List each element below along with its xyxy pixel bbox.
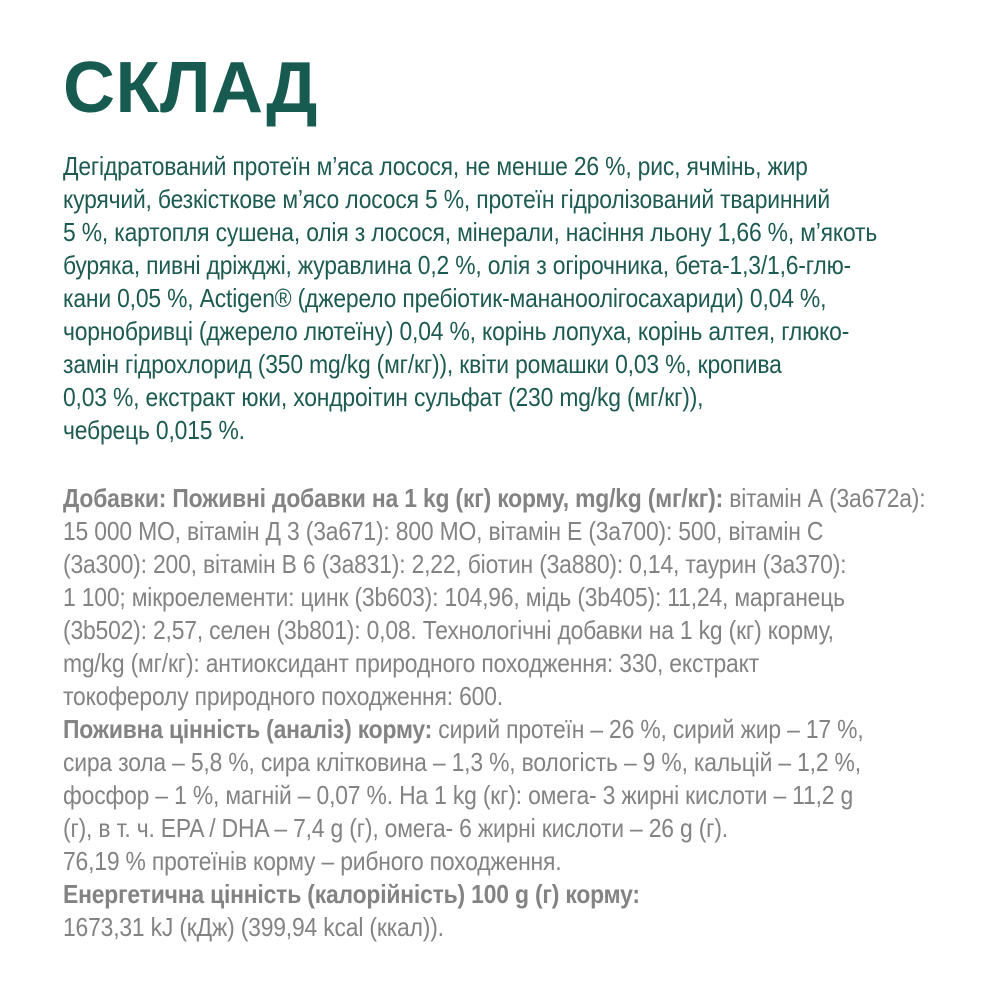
- analysis-heading: Поживна цінність (аналіз) корму:: [63, 714, 433, 744]
- additives-heading: Добавки: Поживні добавки на 1 kg (кг) корму, mg/kg (мг/кг):: [63, 483, 724, 513]
- text-line: курячий, безкісткове м’ясо лосося 5 %, протеїн гідролізований тваринний: [63, 184, 830, 214]
- energy-value: 1673,31 kJ (кДж) (399,94 kcal (ккал)).: [63, 912, 444, 942]
- ingredients-label: [63, 48, 963, 944]
- text-line: 76,19 % протеїнів корму – рибного походження.: [63, 846, 562, 876]
- text-line: Дегідратований протеїн м’яса лосося, не менше 26 %, рис, ячмінь, жир: [63, 151, 808, 181]
- additives-intro-line: [63, 482, 996, 515]
- text-line: (3а300): 200, вітамін В 6 (3а831): 2,22, біотин (3а880): 0,14, таурин (3а370):: [63, 549, 847, 579]
- text-line: чорнобривці (джерело лютеїну) 0,04 %, корінь лопуха, корінь алтея, глюко-: [63, 316, 850, 346]
- text-line: mg/kg (мг/кг): антиоксидант природного походження: 330, екстракт: [63, 648, 760, 678]
- composition-paragraph: [63, 150, 996, 447]
- text-line: 5 %, картопля сушена, олія з лосося, мінерали, насіння льону 1,66 %, м’якоть: [63, 217, 878, 247]
- text-line: сира зола – 5,8 %, сира клітковина – 1,3 %, вологість – 9 %, кальцій – 1,2 %,: [63, 747, 861, 777]
- analysis-intro-line: [63, 713, 996, 746]
- text-line: (3b502): 2,57, селен (3b801): 0,08. Технологічні добавки на 1 kg (кг) корму,: [63, 615, 834, 645]
- text-line: буряка, пивні дріжджі, журавлина 0,2 %, олія з огірочника, бета-1,3/1,6-глю-: [63, 250, 852, 280]
- text-line: чебрець 0,015 %.: [63, 415, 245, 445]
- text-line: фосфор – 1 %, магній – 0,07 %. На 1 kg (кг): омега- 3 жирні кислоти – 11,2 g: [63, 780, 854, 810]
- text-line: кани 0,05 %, Actigen® (джерело пребіотик-мананоолігосахариди) 0,04 %,: [63, 283, 827, 313]
- text-line: замін гідрохлорид (350 mg/kg (мг/кг)), квіти ромашки 0,03 %, кропива: [63, 349, 782, 379]
- text-segment: вітамін А (3a672a):: [723, 483, 926, 513]
- text-line: 0,03 %, екстракт юки, хондроітин сульфат (230 mg/kg (мг/кг)),: [63, 382, 704, 412]
- text-segment: сирий протеїн – 26 %, сирий жир – 17 %,: [432, 714, 864, 744]
- details-paragraph: [63, 482, 996, 944]
- text-line: (г), в т. ч. EPA / DHA – 7,4 g (г), омега- 6 жирні кислоти – 26 g (г).: [63, 813, 728, 843]
- text-line: 1 100; мікроелементи: цинк (3b603): 104,96, мідь (3b405): 11,24, марганець: [63, 582, 845, 612]
- page-title: СКЛАД: [63, 48, 318, 128]
- energy-heading: Енергетична цінність (калорійність) 100 g (г) корму:: [63, 879, 640, 909]
- text-line: 15 000 МО, вітамін Д 3 (3а671): 800 МО, вітамін Е (3а700): 500, вітамін С: [63, 516, 824, 546]
- text-line: токоферолу природного походження: 600.: [63, 681, 503, 711]
